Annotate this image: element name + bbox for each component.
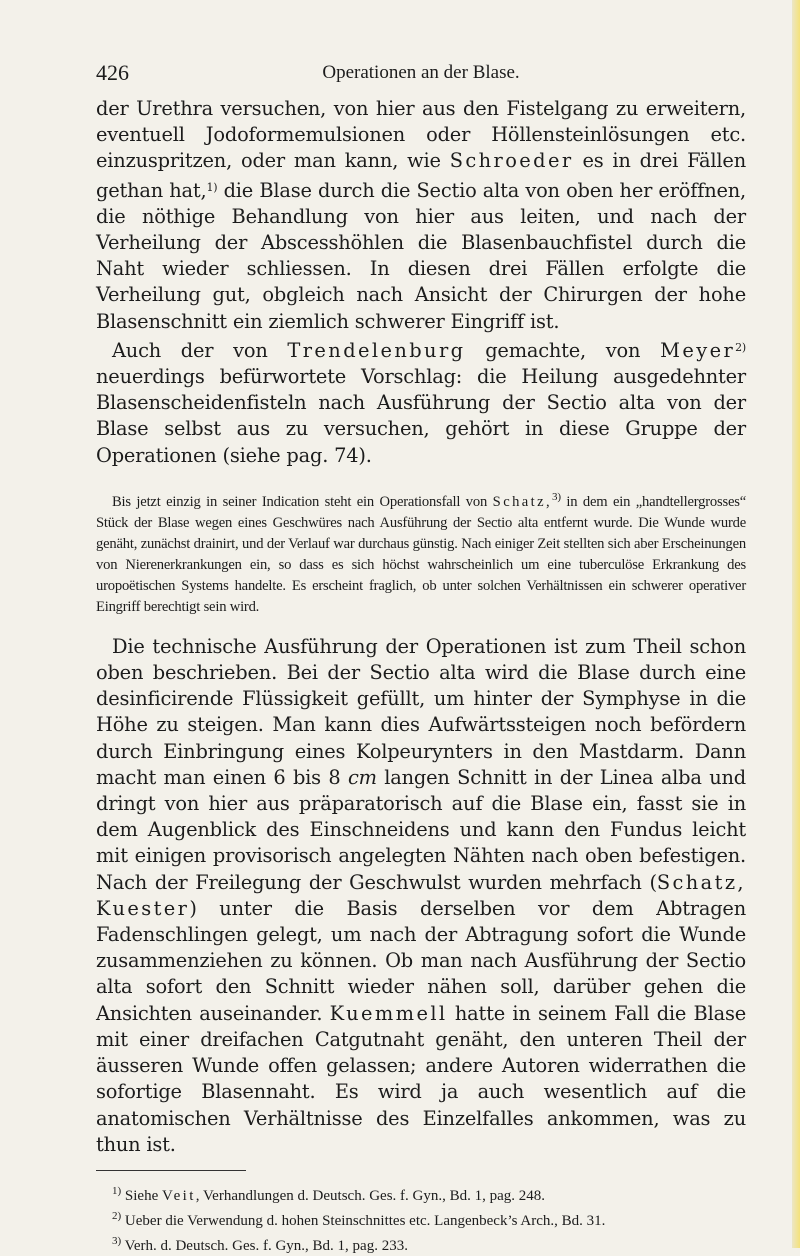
footnote: $^{1)}$ Siehe Veit, Verhandlungen d. Deutsch. Ges. f. Gyn., Bd. 1, pag. 248. xyxy=(112,1184,546,1204)
footnotes xyxy=(96,1181,746,1256)
author-name: Veit xyxy=(162,1187,196,1204)
unit: cm xyxy=(347,765,377,789)
footnote-ref: 2) xyxy=(735,340,746,354)
small-paragraph: Bis jetzt einzig in seiner Indication steht ein Operationsfall von Schatz,$^{3)}$ in dem ein „handtellergrosses“ Stück der Blase wegen eines Geschwüres nach Ausführung der Sectio alta entfernt wurde. Die Wunde wurde genäht, zunächst drainirt, und der Verlauf war durchaus günstig. Nach einiger Zeit stellten sich aber Erscheinungen von Nierenerkrankungen ein, so dass es sich höchst wahrscheinlich um eine tuberculöse Erkrankung des uropoëtischen Systems handelte. Es erscheint fraglich, ob unter solchen Verhältnissen ein schwerer operativer Eingriff berechtigt sein wird. xyxy=(96,490,746,615)
author-name: Kuemmell xyxy=(329,1001,448,1025)
paragraph-3: Die technische Ausführung der Operationen ist zum Theil schon oben beschrieben. Bei der Sectio alta wird die Blase durch eine desinficirende Flüssigkeit gefüllt, um hinter der Symphyse in die Höhe zu steigen. Man kann dies Aufwärtssteigen noch befördern durch Einbringung eines Kolpeurynters in den Mastdarm. Dann macht man einen 6 bis 8 cm langen Schnitt in der Linea alba und dringt von hier aus präparatorisch auf die Blase ein, fasst sie in dem Augenblick des Einschneidens und kann den Fundus leicht mit einigen provisorisch angelegten Nähten nach oben befestigen. Nach der Freilegung der Geschwulst wurden mehrfach (Schatz, Kuester) unter die Basis derselben vor dem Abtragen Fadenschlingen gelegt, um nach der Abtragung sofort die Wunde zusammenziehen zu können. Ob man nach Ausführung der Sectio alta sofort den Schnitt wieder nähen soll, darüber gehen die Ansichten auseinander. Kuemmell hatte in seinem Fall die Blase mit einer dreifachen Catgutnaht genäht, den unteren Theil der äusseren Wunde offen gelassen; andere Autoren widerrathen die sofortige Blasennaht. Es wird ja auch wesentlich auf die anatomischen Verhältnisse des Einzelfalles ankommen, was zu thun ist. xyxy=(96,634,746,1156)
page-number: 426 xyxy=(96,60,129,85)
main-text xyxy=(96,96,746,1158)
small-print-note xyxy=(96,487,746,618)
author-names: Schatz, Kuester xyxy=(96,870,746,920)
author-name: Trendelenburg xyxy=(287,338,466,362)
author-name: Schatz, xyxy=(492,493,553,510)
footnote: $^{3)}$ Verh. d. Deutsch. Ges. f. Gyn., Bd. 1, pag. 233. xyxy=(112,1234,408,1254)
footnote-divider xyxy=(96,1170,246,1171)
running-title: Operationen an der Blase. xyxy=(322,62,520,83)
paragraph-1: der Urethra versuchen, von hier aus den Fistelgang zu erweitern, eventuell Jodoformemulsionen oder Höllensteinlösungen etc. einzuspritzen, oder man kann, wie Schroeder es in drei Fällen gethan hat,$^{1)}$ die Blase durch die Sectio alta von oben her eröffnen, die nöthige Behandlung von hier aus leiten, und nach der Verheilung der Abscesshöhlen die Blasenbauchfistel durch die Naht wieder schliessen. In diesen drei Fällen erfolgte die Verheilung gut, obgleich nach Ansicht der Chirurgen der hohe Blasenschnitt ein ziemlich schwerer Eingriff ist. xyxy=(96,97,747,333)
footnote-ref: 1) xyxy=(206,180,218,194)
footnote-ref: 3) xyxy=(552,490,561,503)
book-page xyxy=(96,60,746,1256)
author-name: Meyer xyxy=(660,338,736,362)
author-name: Schroeder xyxy=(449,149,574,173)
page-header xyxy=(96,60,746,96)
paragraph-2: Auch der von Trendelenburg gemachte, von Meyer$^{2)}$ neuerdings befürwortete Vorschlag: die Heilung ausgedehnter Blasenscheidenfisteln nach Ausführung der Sectio alta von der Blase selbst aus zu versuchen, gehört in diese Gruppe der Operationen (siehe pag. 74). xyxy=(96,338,746,467)
footnote: $^{2)}$ Ueber die Verwendung d. hohen Steinschnittes etc. Langenbeck’s Arch., Bd. 31. xyxy=(112,1209,606,1229)
page-edge xyxy=(792,0,800,1248)
